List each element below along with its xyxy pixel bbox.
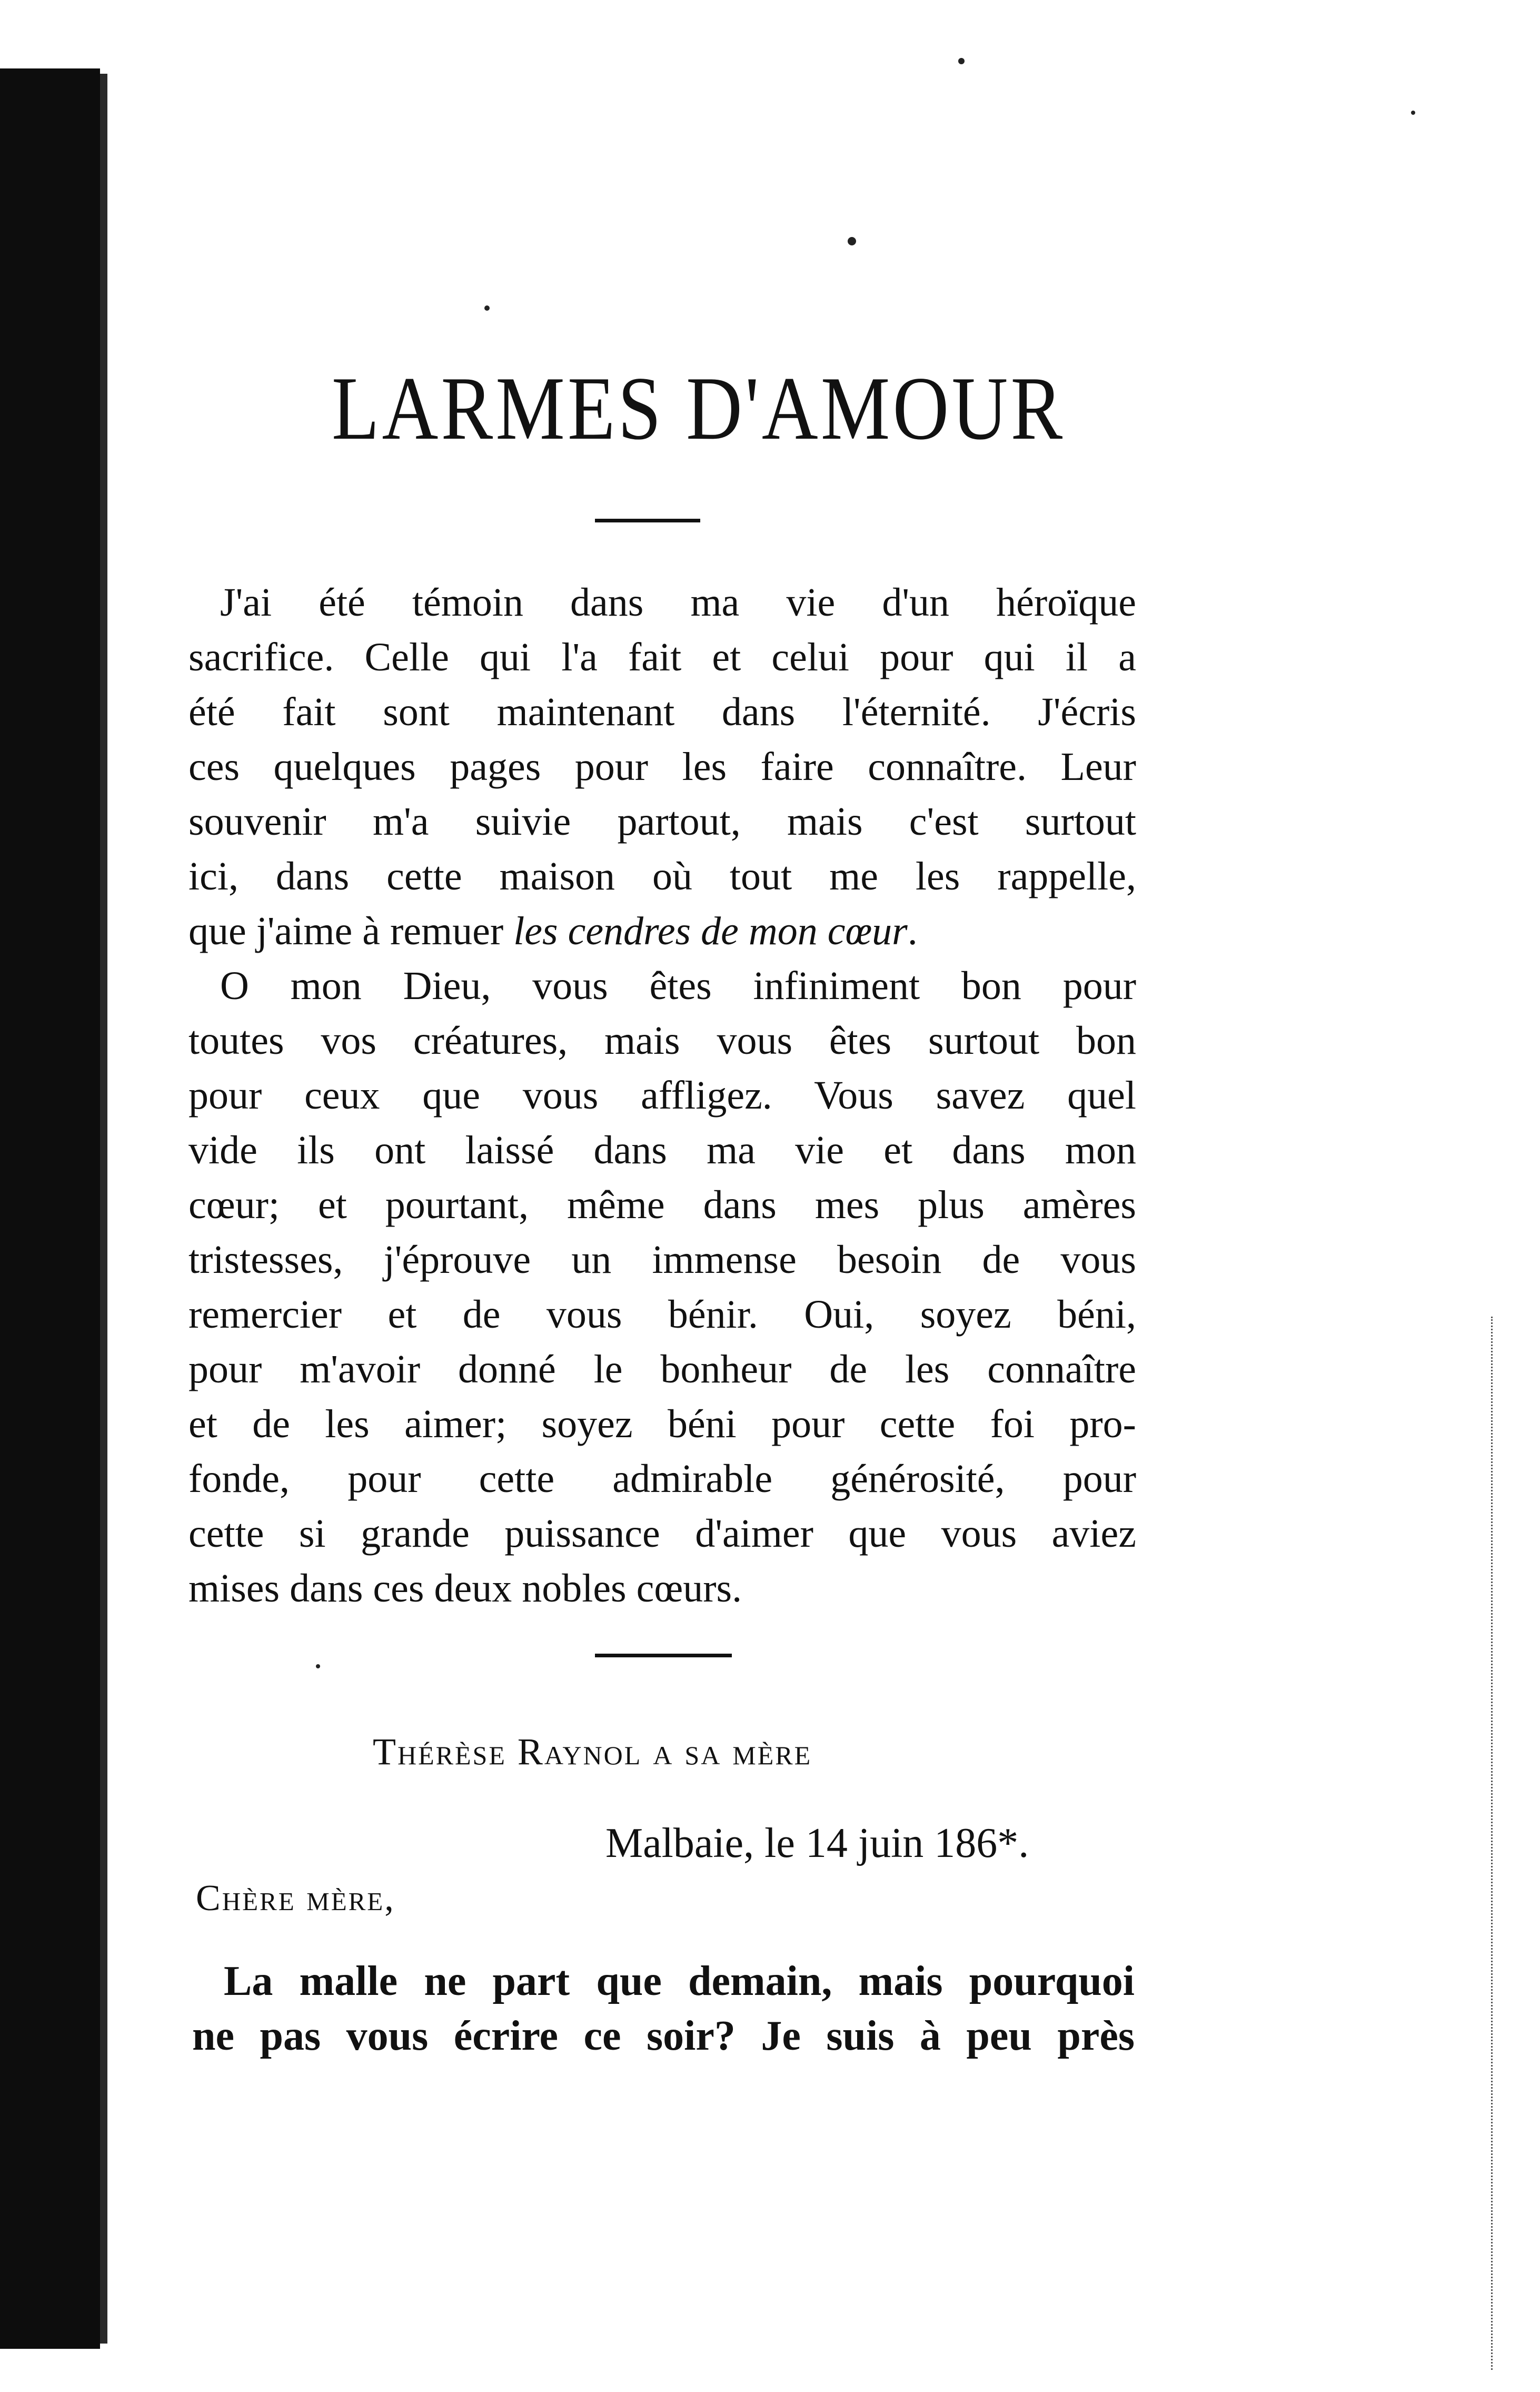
text-line: fonde, pour cette admirable générosité, pour [188, 1457, 1136, 1501]
text-line: souvenir m'a suivie partout, mais c'est surtout [188, 799, 1136, 844]
intro-text [188, 575, 1136, 1616]
text-line: cette si grande puissance d'aimer que vous aviez [188, 1511, 1136, 1556]
text-line: tristesses, j'éprouve un immense besoin de vous [188, 1238, 1136, 1282]
text-line: pour m'avoir donné le bonheur de les connaître [188, 1347, 1136, 1391]
text-line: O mon Dieu, vous êtes infiniment bon pour [220, 964, 1136, 1008]
title-rule [595, 519, 700, 522]
scan-speck [848, 237, 856, 245]
text-line: ces quelques pages pour les faire connaître. Leur [188, 745, 1136, 789]
binding-edge [0, 68, 100, 2349]
text-line: cœur; et pourtant, même dans mes plus amères [188, 1183, 1136, 1227]
scan-speck [958, 58, 965, 64]
text-line: ne pas vous écrire ce soir? Je suis à peu près [192, 2013, 1135, 2059]
text-line: sacrifice. Celle qui l'a fait et celui pour qui il a [188, 635, 1136, 679]
letter-dateline: Malbaie, le 14 juin 186*. [605, 1820, 1029, 1866]
text-segment: . [907, 909, 918, 953]
text-line: La malle ne part que demain, mais pourquoi [224, 1958, 1135, 2004]
letter-text [192, 1954, 1135, 2063]
chapter-title: LARMES D'AMOUR [332, 359, 1066, 459]
text-line: toutes vos créatures, mais vous êtes surtout bon [188, 1019, 1136, 1063]
text-line [188, 904, 1136, 958]
binding-shadow [100, 74, 107, 2344]
scan-speck [484, 305, 490, 311]
text-line: pour ceux que vous affligez. Vous savez quel [188, 1073, 1136, 1118]
text-segment: que j'aime à remuer [188, 909, 514, 953]
text-line: mises dans ces deux nobles cœurs. [188, 1566, 742, 1610]
text-line: vide ils ont laissé dans ma vie et dans mon [188, 1128, 1136, 1172]
text-line: et de les aimer; soyez béni pour cette foi pro- [188, 1402, 1136, 1446]
text-line: ici, dans cette maison où tout me les rappelle, [188, 854, 1136, 898]
italic-phrase: les cendres de mon cœur [513, 909, 908, 953]
section-rule [595, 1654, 732, 1657]
text-line: été fait sont maintenant dans l'éternité. J'écris [188, 690, 1136, 734]
text-line: J'ai été témoin dans ma vie d'un héroïque [220, 580, 1136, 625]
scan-speck [316, 1664, 320, 1668]
scan-speck [1411, 111, 1415, 115]
letter-salutation: Chère mère, [196, 1878, 395, 1919]
text-line: remercier et de vous bénir. Oui, soyez béni, [188, 1292, 1136, 1337]
margin-scan-marks [1487, 1317, 1493, 2370]
letter-heading: Thérèse Raynol a sa mère [373, 1731, 812, 1773]
